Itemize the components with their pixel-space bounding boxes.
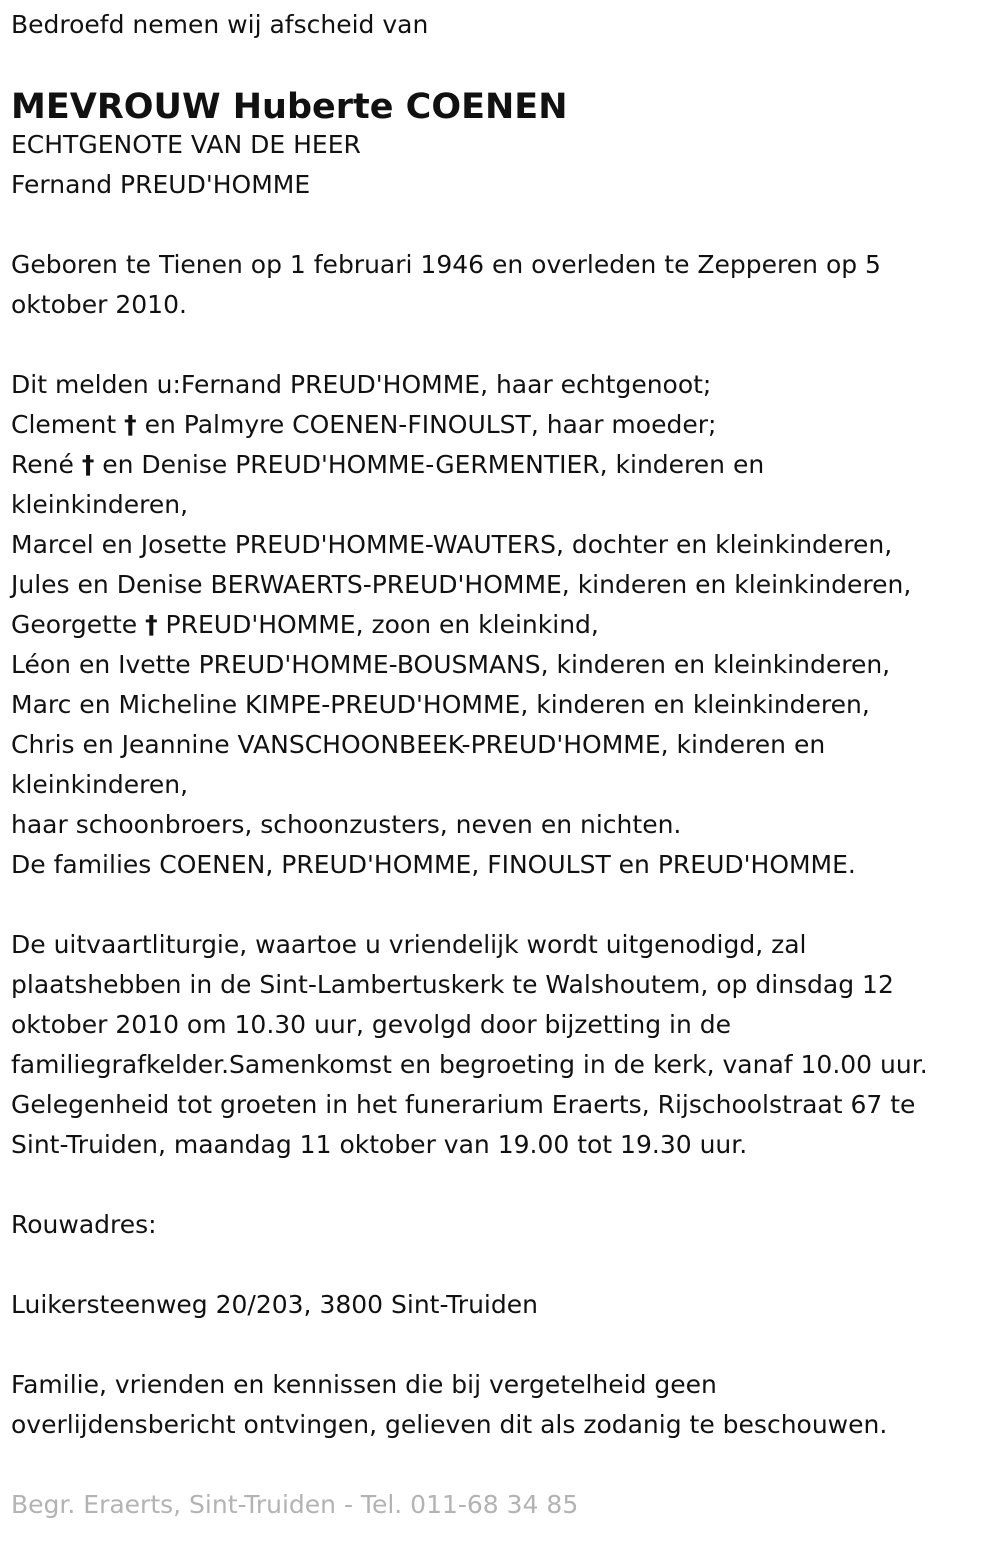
family-list	[11, 365, 991, 885]
family-line: kleinkinderen,	[11, 490, 189, 519]
cross-icon: †	[124, 410, 137, 439]
closing-line: overlijdensbericht ontvingen, gelieven dit als zodanig te beschouwen.	[11, 1410, 888, 1439]
spouse-name: Fernand PREUD'HOMME	[11, 170, 311, 199]
family-line: Léon en Ivette PREUD'HOMME-BOUSMANS, kinderen en kleinkinderen,	[11, 650, 891, 679]
family-line: Jules en Denise BERWAERTS-PREUD'HOMME, kinderen en kleinkinderen,	[11, 570, 912, 599]
family-text: PREUD'HOMME, zoon en kleinkind,	[157, 610, 599, 639]
mourning-address: Luikersteenweg 20/203, 3800 Sint-Truiden	[11, 1290, 538, 1319]
family-line	[11, 405, 991, 445]
family-text: René	[11, 450, 82, 479]
funeral-line: De uitvaartliturgie, waartoe u vriendelijk wordt uitgenodigd, zal	[11, 930, 807, 959]
address-label: Rouwadres:	[11, 1210, 157, 1239]
funeral-home-footer: Begr. Eraerts, Sint-Truiden - Tel. 011-68 34 85	[11, 1490, 579, 1519]
family-text: Georgette	[11, 610, 146, 639]
spacer	[11, 1445, 991, 1485]
spacer	[11, 325, 991, 365]
cross-icon: †	[81, 450, 95, 479]
family-line: Marcel en Josette PREUD'HOMME-WAUTERS, dochter en kleinkinderen,	[11, 530, 893, 559]
funeral-line: familiegrafkelder.Samenkomst en begroeting in de kerk, vanaf 10.00 uur.	[11, 1050, 928, 1079]
family-line: haar schoonbroers, schoonzusters, neven en nichten.	[11, 810, 682, 839]
spacer	[11, 205, 991, 245]
intro-text: Bedroefd nemen wij afscheid van	[11, 10, 429, 39]
family-line: Dit melden u:Fernand PREUD'HOMME, haar echtgenoot;	[11, 370, 712, 399]
spacer	[11, 885, 991, 925]
closing-line: Familie, vrienden en kennissen die bij vergetelheid geen	[11, 1370, 717, 1399]
funeral-details	[11, 925, 991, 1165]
family-line	[11, 605, 991, 645]
spacer	[11, 1325, 991, 1365]
deceased-name: MEVROUW Huberte COENEN	[11, 87, 568, 127]
funeral-line: plaatshebben in de Sint-Lambertuskerk te Walshoutem, op dinsdag 12	[11, 970, 894, 999]
funeral-line: oktober 2010 om 10.30 uur, gevolgd door bijzetting in de	[11, 1010, 732, 1039]
birth-death-line: oktober 2010.	[11, 290, 187, 319]
family-line	[11, 445, 991, 485]
birth-death-line: Geboren te Tienen op 1 februari 1946 en overleden te Zepperen op 5	[11, 250, 881, 279]
family-text: Clement	[11, 410, 125, 439]
family-line: kleinkinderen,	[11, 770, 189, 799]
spacer	[11, 1165, 991, 1205]
family-line: Chris en Jeannine VANSCHOONBEEK-PREUD'HOMME, kinderen en	[11, 730, 826, 759]
cross-icon: †	[145, 610, 158, 639]
family-text: en Denise PREUD'HOMME-GERMENTIER, kinderen en	[94, 450, 765, 479]
family-text: en Palmyre COENEN-FINOULST, haar moeder;	[136, 410, 717, 439]
funeral-line: Sint-Truiden, maandag 11 oktober van 19.00 tot 19.30 uur.	[11, 1130, 748, 1159]
spouse-prefix: ECHTGENOTE VAN DE HEER	[11, 130, 361, 159]
obituary-notice	[11, 5, 991, 1525]
family-line: De families COENEN, PREUD'HOMME, FINOULST en PREUD'HOMME.	[11, 850, 856, 879]
spacer	[11, 1245, 991, 1285]
funeral-line: Gelegenheid tot groeten in het funerarium Eraerts, Rijschoolstraat 67 te	[11, 1090, 916, 1119]
family-line: Marc en Micheline KIMPE-PREUD'HOMME, kinderen en kleinkinderen,	[11, 690, 870, 719]
